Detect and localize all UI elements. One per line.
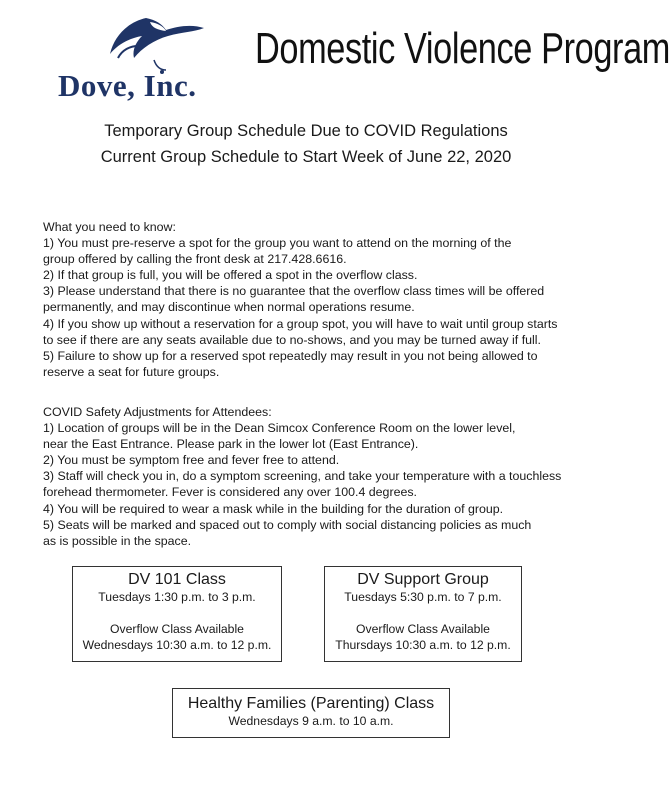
overflow-label: Overflow Class Available [110,622,244,636]
logo-text: Dove, Inc. [58,68,197,103]
text-line: 2) If that group is full, you will be offered a spot in the overflow class. [43,268,418,283]
class-title: Healthy Families (Parenting) Class [187,695,435,712]
class-title: DV Support Group [357,571,489,588]
section-heading: What you need to know: [43,220,176,234]
class-schedule: Wednesdays 9 a.m. to 10 a.m. [228,714,394,728]
schedule-start-date: Current Group Schedule to Start Week of June 22, 2020 [100,148,512,166]
dv101-class-box [72,566,282,662]
text-line: 1) You must pre-reserve a spot for the group you want to attend on the morning of the [43,236,512,251]
text-line: permanently, and may discontinue when normal operations resume. [43,300,415,315]
text-line: 3) Please understand that there is no guarantee that the overflow class times will be offered [43,284,545,299]
text-line: 5) Seats will be marked and spaced out to comply with social distancing policies as much [43,517,532,532]
section-heading: COVID Safety Adjustments for Attendees: [43,405,272,419]
healthy-families-class-box [172,688,450,738]
program-title: Domestic Violence Program [255,24,670,73]
class-title: DV 101 Class [128,571,226,588]
text-line: as is possible in the space. [43,533,192,548]
text-line: group offered by calling the front desk at 217.428.6616. [43,252,347,267]
text-line: 4) You will be required to wear a mask while in the building for the duration of group. [43,501,504,516]
class-schedule: Tuesdays 5:30 p.m. to 7 p.m. [344,590,502,604]
text-line: 3) Staff will check you in, do a symptom screening, and take your temperature with a touchless [43,469,562,484]
dove-logo [58,14,228,106]
text-line: to see if there are any seats available due to no-shows, and you may be turned away if full. [43,332,541,347]
overflow-label: Overflow Class Available [356,622,490,636]
need-to-know-section [43,219,603,380]
dv-support-group-box [324,566,522,662]
dove-bird-icon [58,14,228,74]
text-line: 2) You must be symptom free and fever free to attend. [43,453,340,468]
schedule-subtitle: Temporary Group Schedule Due to COVID Regulations [104,122,508,140]
text-line: 5) Failure to show up for a reserved spot repeatedly may result in you not being allowed to [43,348,538,363]
text-line: forehead thermometer. Fever is considered any over 100.4 degrees. [43,485,417,500]
text-line: 4) If you show up without a reservation for a group spot, you will have to wait until group starts [43,316,558,331]
text-line: near the East Entrance. Please park in the lower lot (East Entrance). [43,437,419,452]
overflow-schedule: Wednesdays 10:30 a.m. to 12 p.m. [82,638,272,652]
covid-safety-section [43,404,603,549]
class-schedule: Tuesdays 1:30 p.m. to 3 p.m. [98,590,256,604]
text-line: 1) Location of groups will be in the Dean Simcox Conference Room on the lower level, [43,421,516,436]
text-line: reserve a seat for future groups. [43,364,220,379]
overflow-schedule: Thursdays 10:30 a.m. to 12 p.m. [335,638,511,652]
